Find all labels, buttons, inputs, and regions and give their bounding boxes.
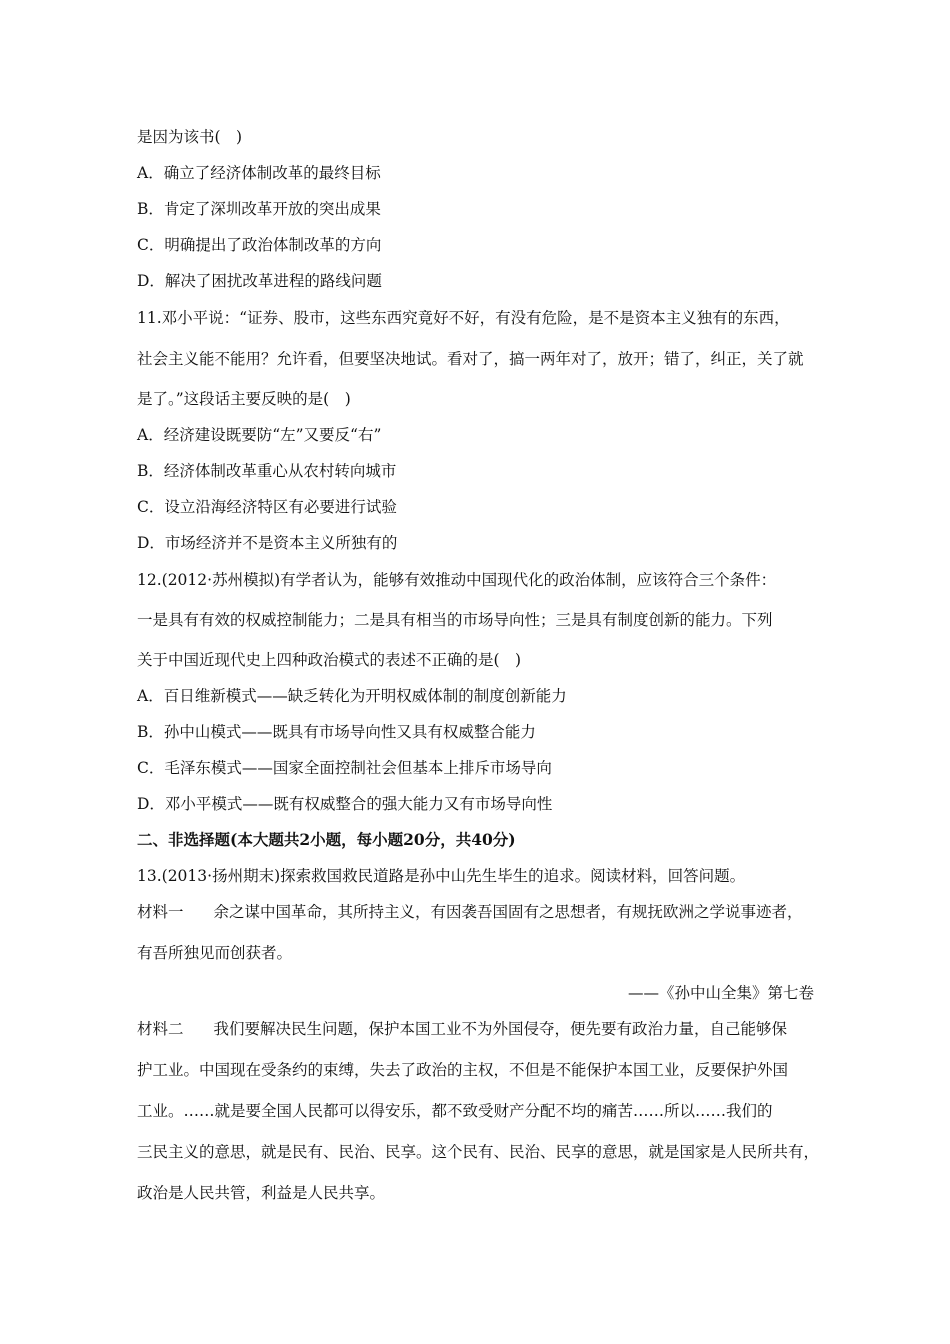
q11-stem-line-1: 11.邓小平说：“证券、股市，这些东西究竟好不好，有没有危险，是不是资本主义独有的东西， — [137, 309, 790, 327]
q12-option-d: D．邓小平模式——既有权威整合的强大能力又有市场导向性 — [137, 795, 553, 813]
material-2-line-1 — [137, 1019, 787, 1039]
material-1-text-1: 余之谋中国革命，其所持主义，有因袭吾国固有之思想者，有规抚欧洲之学说事迹者， — [213, 903, 803, 921]
q10-option-b: B．肯定了深圳改革开放的突出成果 — [137, 200, 381, 218]
q12-stem-line-1: 12.(2012·苏州模拟)有学者认为，能够有效推动中国现代化的政治体制，应该符合三个条件： — [137, 571, 777, 589]
material-2-line-4: 三民主义的意思，就是民有、民治、民享。这个民有、民治、民享的意思，就是国家是人民所共有， — [137, 1143, 820, 1161]
q12-stem-line-3: 关于中国近现代史上四种政治模式的表述不正确的是( ) — [137, 651, 522, 669]
material-2-text-1: 我们要解决民生问题，保护本国工业不为外国侵夺，便先要有政治力量，自己能够保 — [213, 1020, 788, 1038]
q10-stem-continuation: 是因为该书( ) — [137, 128, 243, 146]
material-2-label: 材料二 — [137, 1020, 184, 1038]
q12-option-b: B．孙中山模式——既具有市场导向性又具有权威整合能力 — [137, 723, 536, 741]
q10-option-d: D．解决了困扰改革进程的路线问题 — [137, 272, 382, 290]
material-1-line-1 — [137, 902, 803, 922]
q10-option-c: C．明确提出了政治体制改革的方向 — [137, 236, 382, 254]
material-1-label: 材料一 — [137, 903, 184, 921]
q11-option-b: B．经济体制改革重心从农村转向城市 — [137, 462, 397, 480]
q12-stem-line-2: 一是具有有效的权威控制能力；二是具有相当的市场导向性；三是具有制度创新的能力。下列 — [137, 611, 773, 629]
q13-stem: 13.(2013·扬州期末)探索救国救民道路是孙中山先生毕生的追求。阅读材料，回答问题。 — [137, 867, 746, 885]
q10-option-a: A．确立了经济体制改革的最终目标 — [137, 164, 381, 182]
q11-stem-line-2: 社会主义能不能用？允许看，但要坚决地试。看对了，搞一两年对了，放开；错了，纠正，关了就 — [137, 350, 804, 368]
q11-option-d: D．市场经济并不是资本主义所独有的 — [137, 534, 398, 552]
q12-option-c: C．毛泽东模式——国家全面控制社会但基本上排斥市场导向 — [137, 759, 552, 777]
q11-stem-line-3: 是了。”这段话主要反映的是( ) — [137, 390, 351, 408]
material-1-line-2: 有吾所独见而创获者。 — [137, 944, 293, 962]
material-2-line-3: 工业。……就是要全国人民都可以得安乐，都不致受财产分配不均的痛苦……所以……我们的 — [137, 1102, 773, 1120]
section-heading: 二、非选择题(本大题共2小题，每小题20分，共40分) — [137, 830, 516, 849]
material-2-line-2: 护工业。中国现在受条约的束缚，失去了政治的主权，不但是不能保护本国工业，反要保护外国 — [137, 1061, 789, 1079]
q11-option-c: C．设立沿海经济特区有必要进行试验 — [137, 498, 397, 516]
q11-option-a: A．经济建设既要防“左”又要反“右” — [137, 426, 382, 444]
material-1-source: ——《孙中山全集》第七卷 — [627, 984, 814, 1002]
material-2-line-5: 政治是人民共管，利益是人民共享。 — [137, 1184, 386, 1202]
q12-option-a: A．百日维新模式——缺乏转化为开明权威体制的制度创新能力 — [137, 687, 567, 705]
